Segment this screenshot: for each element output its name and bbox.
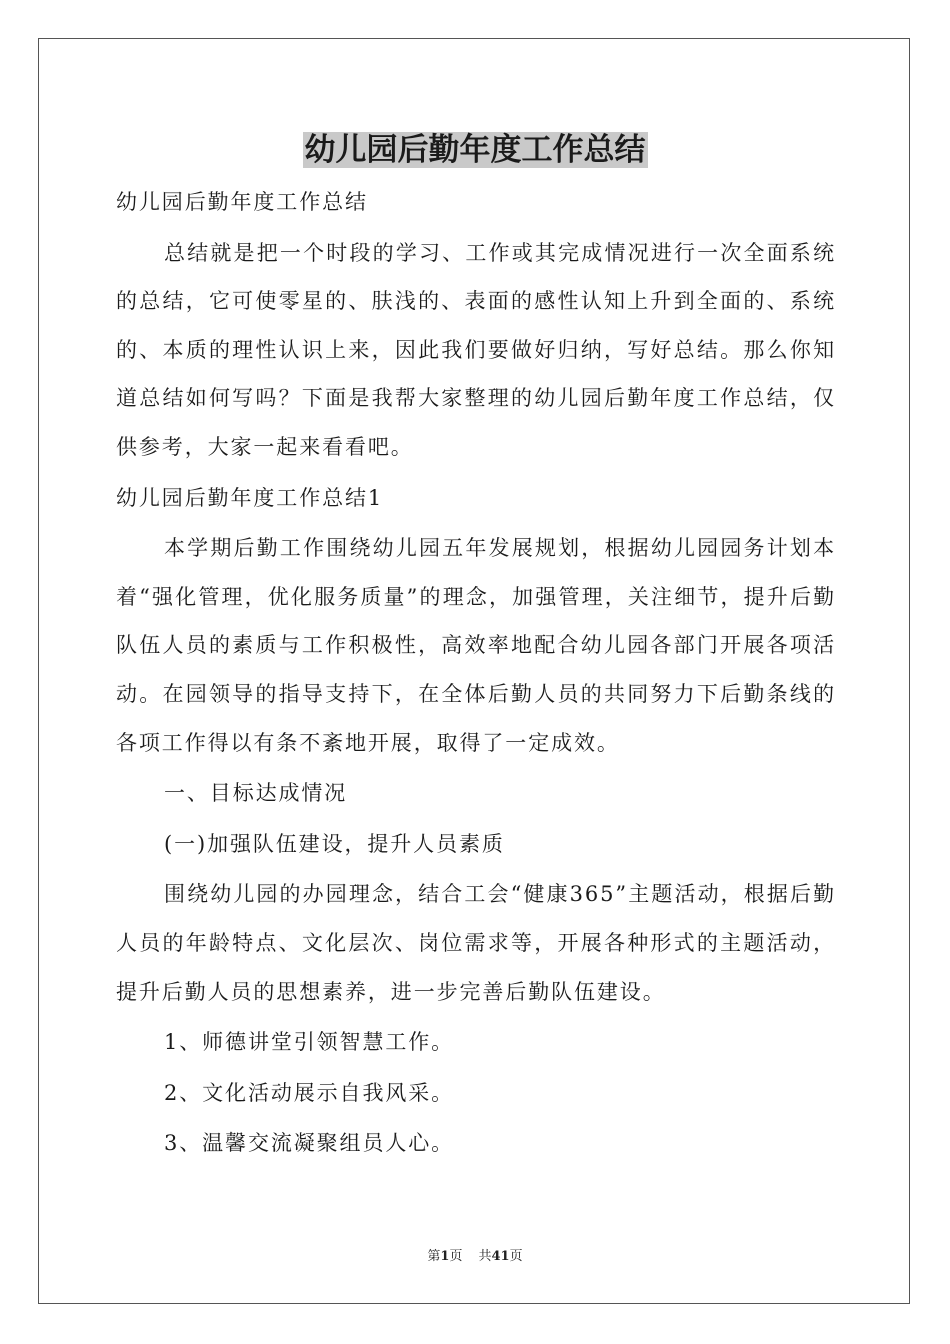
total-suffix: 页 (509, 1249, 523, 1264)
document-title-text: 幼儿园后勤年度工作总结 (304, 132, 646, 168)
total-prefix: 共 (478, 1249, 492, 1264)
heading-level-2: (一)加强队伍建设，提升人员素质 (164, 831, 505, 856)
document-body (116, 178, 836, 1170)
list-item: 2、文化活动展示自我风采。 (164, 1080, 455, 1105)
body-paragraph: 围绕幼儿园的办园理念，结合工会“健康365”主题活动，根据后勤人员的年龄特点、文化层次、岗位需求等，开展各种形式的主题活动，提升后勤人员的思想素养，进一步完善后勤队伍建设。 (116, 882, 836, 1004)
body-paragraph: 本学期后勤工作围绕幼儿园五年发展规划，根据幼儿园园务计划本着“强化管理，优化服务质量”的理念，加强管理，关注细节，提升后勤队伍人员的素质与工作积极性，高效率地配合幼儿园各部门开展各项活动。在园领导的指导支持下，在全体后勤人员的共同努力下后勤条线的各项工作得以有条不紊地开展，取得了一定成效。 (116, 536, 836, 755)
page-current: 1 (440, 1249, 450, 1264)
document-title (0, 128, 950, 172)
page-prefix: 第 (427, 1249, 441, 1264)
list-item: 1、师德讲堂引领智慧工作。 (164, 1030, 455, 1055)
intro-paragraph: 总结就是把一个时段的学习、工作或其完成情况进行一次全面系统的总结，它可使零星的、肤浅的、表面的感性认知上升到全面的、系统的、本质的理性认识上来，因此我们要做好归纳，写好总结。那么你知道总结如何写吗？下面是我帮大家整理的幼儿园后勤年度工作总结，仅供参考，大家一起来看看吧。 (116, 240, 836, 459)
list-item: 3、温馨交流凝聚组员人心。 (164, 1131, 455, 1156)
subtitle-paragraph: 幼儿园后勤年度工作总结 (116, 190, 368, 214)
page-footer (0, 1247, 950, 1267)
page-suffix: 页 (449, 1249, 463, 1264)
heading-level-1: 一、目标达成情况 (164, 781, 348, 806)
page-total: 41 (491, 1249, 510, 1264)
section-heading: 幼儿园后勤年度工作总结1 (116, 485, 384, 510)
